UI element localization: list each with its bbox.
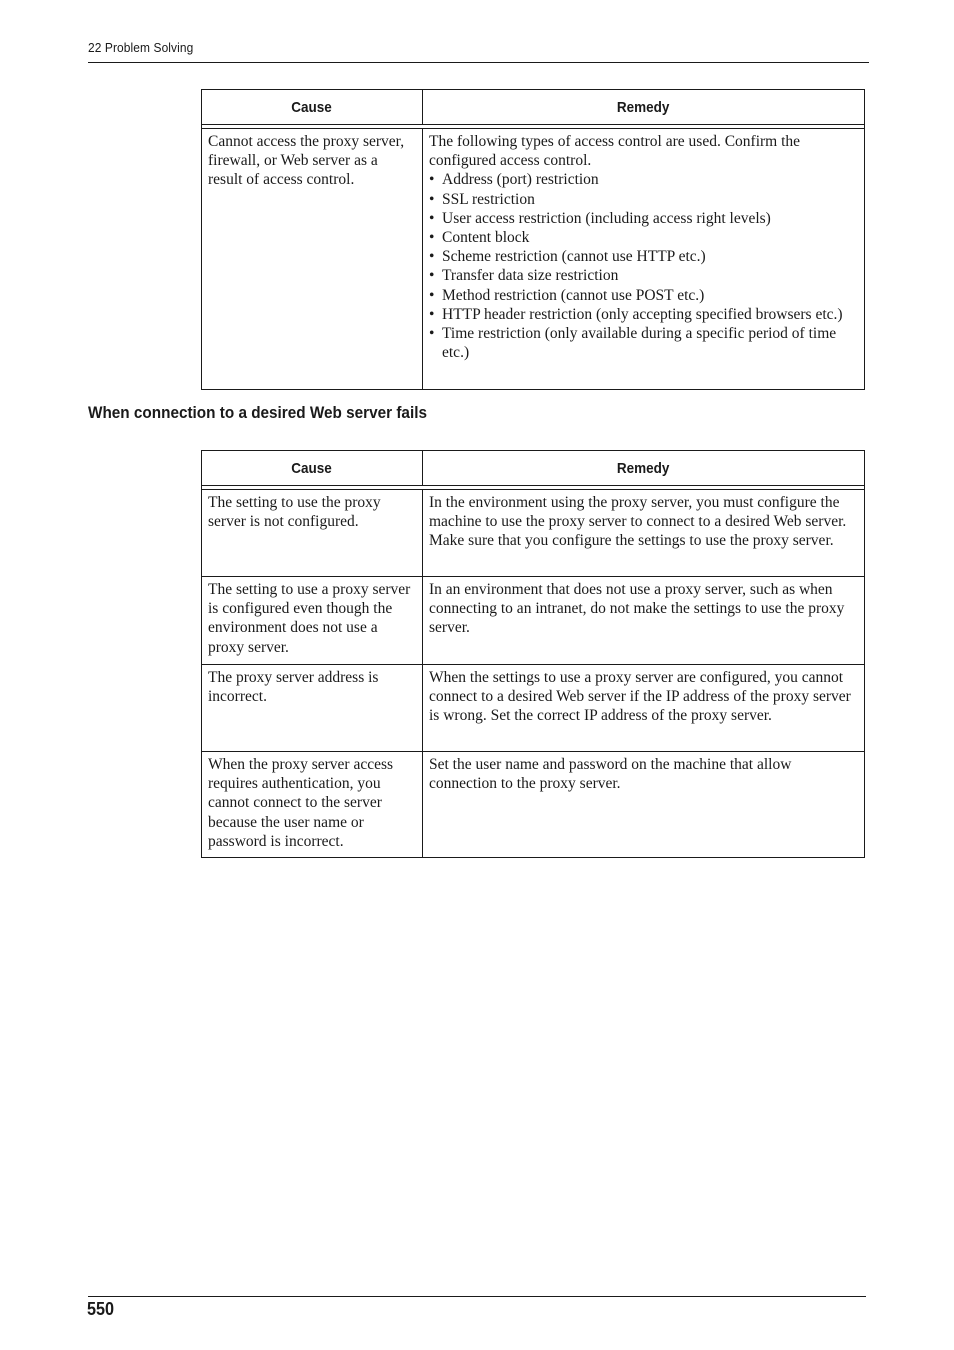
list-item: • Method restriction (cannot use POST etc.) xyxy=(429,286,858,305)
connection-failure-table xyxy=(201,450,865,858)
table-row xyxy=(202,665,864,752)
footer-rule xyxy=(88,1296,866,1297)
remedy-intro: The following types of access control are used. Confirm the configured access control. xyxy=(429,133,801,170)
remedy-text: In the environment using the proxy server, you must configure the machine to use the proxy server to connect to a desired Web server. Make sure that you configure the settings to use the proxy server. xyxy=(429,494,847,550)
table-row xyxy=(202,490,864,577)
cause-text: The proxy server address is incorrect. xyxy=(208,669,379,706)
list-item: • HTTP header restriction (only accepting specified browsers etc.) xyxy=(429,305,858,324)
cause-text: The setting to use a proxy server is configured even though the environment does not use a proxy server. xyxy=(208,581,411,656)
remedy-cell xyxy=(423,129,864,389)
cause-cell xyxy=(202,752,423,857)
section-title: When connection to a desired Web server fails xyxy=(88,403,427,422)
remedy-text: When the settings to use a proxy server are configured, you cannot connect to a desired Web server if the IP address of the proxy server is wrong. Set the correct IP address of the proxy server. xyxy=(429,669,851,725)
remedy-header: Remedy xyxy=(617,98,670,116)
remedy-cell xyxy=(423,490,864,576)
list-item: • SSL restriction xyxy=(429,190,858,209)
cause-text: Cannot access the proxy server, firewall, or Web server as a result of access control. xyxy=(208,133,405,189)
access-control-table xyxy=(201,89,865,390)
cause-cell xyxy=(202,665,423,751)
restriction-list xyxy=(429,170,858,362)
list-item: • Content block xyxy=(429,228,858,247)
cause-cell xyxy=(202,577,423,664)
table-row xyxy=(202,577,864,665)
page-number: 550 xyxy=(87,1299,115,1319)
list-item: • Scheme restriction (cannot use HTTP etc.) xyxy=(429,247,858,266)
remedy-cell xyxy=(423,752,864,857)
remedy-cell xyxy=(423,665,864,751)
running-header: 22 Problem Solving xyxy=(88,40,194,55)
cause-header: Cause xyxy=(291,98,333,116)
header-rule xyxy=(88,62,869,63)
table-header-row xyxy=(202,451,864,486)
list-item: • User access restriction (including access right levels) xyxy=(429,209,858,228)
remedy-text: Set the user name and password on the machine that allow connection to the proxy server. xyxy=(429,756,792,793)
list-item: • Address (port) restriction xyxy=(429,170,858,189)
remedy-header: Remedy xyxy=(617,459,670,477)
table-row xyxy=(202,129,864,389)
cause-header: Cause xyxy=(291,459,333,477)
cause-cell xyxy=(202,129,423,389)
remedy-cell xyxy=(423,577,864,664)
cause-cell xyxy=(202,490,423,576)
list-item: • Time restriction (only available during a specific period of time etc.) xyxy=(429,324,858,362)
cause-text: The setting to use the proxy server is not configured. xyxy=(208,494,381,531)
table-header-row xyxy=(202,90,864,125)
cause-text: When the proxy server access requires authentication, you cannot connect to the server because the user name or password is incorrect. xyxy=(208,756,394,850)
list-item: • Transfer data size restriction xyxy=(429,266,858,285)
remedy-text: In an environment that does not use a proxy server, such as when connecting to an intranet, do not make the settings to use the proxy server. xyxy=(429,581,845,637)
table-row xyxy=(202,752,864,857)
